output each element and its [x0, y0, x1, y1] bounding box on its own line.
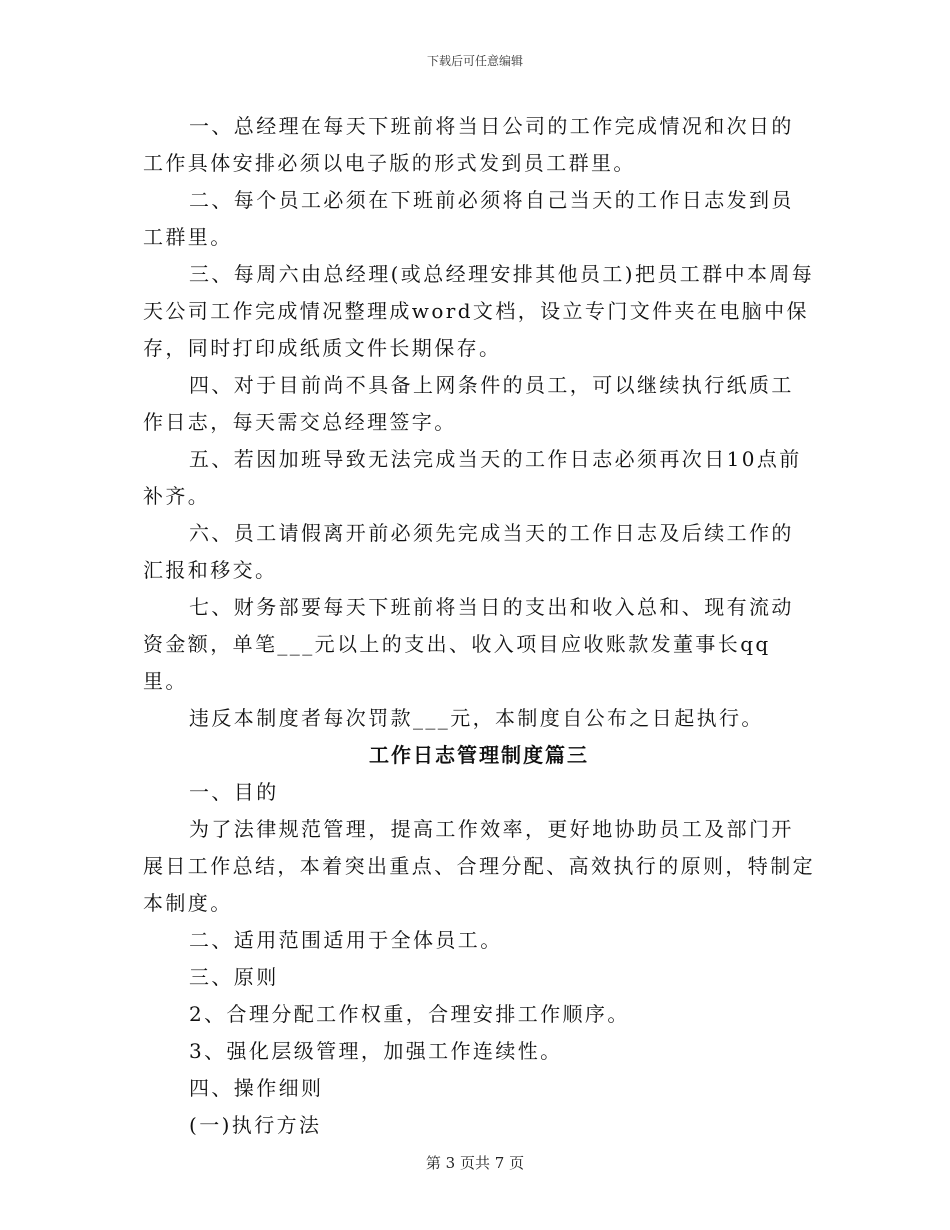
section-paragraph-principle-3: 3、强化层级管理，加强工作连续性。	[189, 1039, 563, 1063]
paragraph-4: 四、对于目前尚不具备上网条件的员工，可以继续执行纸质工作日志，每天需交总经理签字。	[143, 373, 794, 434]
paragraph-5: 五、若因加班导致无法完成当天的工作日志必须再次日10点前补齐。	[143, 447, 802, 508]
paragraph-8: 违反本制度者每次罚款___元，本制度自公布之日起执行。	[189, 706, 764, 730]
page-footer: 第 3 页共 7 页	[425, 1154, 525, 1172]
section-paragraph-purpose: 为了法律规范管理，提高工作效率，更好地协助员工及部门开展日工作总结，本着突出重点、合理分配、高效执行的原则，特制定本制度。	[143, 817, 815, 915]
page-header: 下载后可任意编辑	[426, 54, 523, 68]
section-heading-details: 四、操作细则	[189, 1076, 324, 1100]
section-heading-principles: 三、原则	[189, 965, 279, 989]
paragraph-2: 二、每个员工必须在下班前必须将自己当天的工作日志发到员工群里。	[143, 188, 794, 249]
section-subheading-method: (一)执行方法	[189, 1113, 322, 1137]
document-body	[143, 108, 815, 1144]
section-paragraph-principle-2: 2、合理分配工作权重，合理安排工作顺序。	[189, 1002, 630, 1026]
section-paragraph-scope: 二、适用范围适用于全体员工。	[189, 928, 503, 952]
section-title: 工作日志管理制度篇三	[369, 743, 589, 767]
paragraph-1: 一、总经理在每天下班前将当日公司的工作完成情况和次日的工作具体安排必须以电子版的形式发到员工群里。	[143, 114, 794, 175]
paragraph-7: 七、财务部要每天下班前将当日的支出和收入总和、现有流动资金额，单笔___元以上的支出、收入项目应收账款发董事长qq里。	[143, 595, 794, 693]
paragraph-6: 六、员工请假离开前必须先完成当天的工作日志及后续工作的汇报和移交。	[143, 521, 794, 582]
paragraph-3: 三、每周六由总经理(或总经理安排其他员工)把员工群中本周每天公司工作完成情况整理成word文档，设立专门文件夹在电脑中保存，同时打印成纸质文件长期保存。	[143, 262, 815, 360]
section-heading-purpose: 一、目的	[189, 780, 279, 804]
